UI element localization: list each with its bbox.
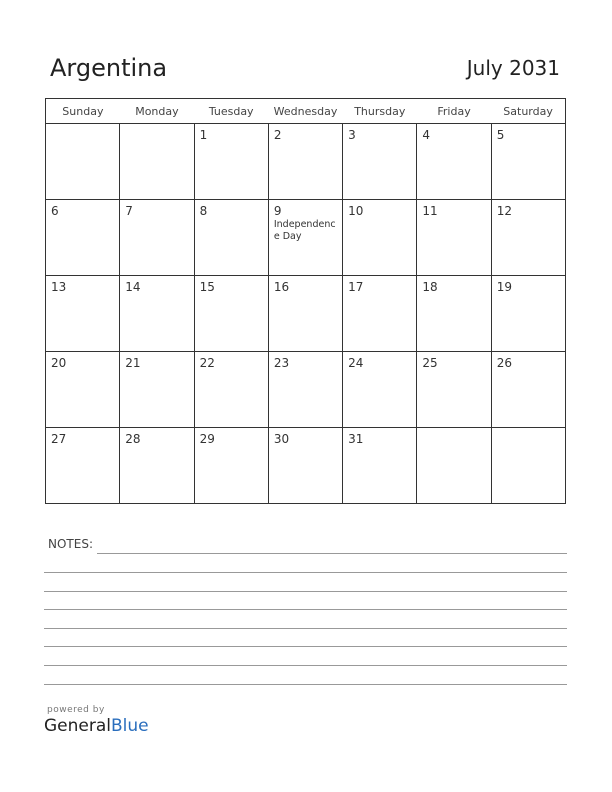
calendar-day-cell [120, 352, 194, 428]
day-number: 15 [199, 280, 215, 294]
day-number: 26 [496, 356, 512, 370]
calendar-day-cell [343, 276, 417, 352]
calendar-day-cell [491, 352, 565, 428]
calendar-day-cell [268, 200, 342, 276]
calendar-day-cell [46, 276, 120, 352]
calendar-day-cell [343, 200, 417, 276]
notes-line [44, 665, 567, 666]
day-number: 17 [348, 280, 364, 294]
notes-line [44, 609, 567, 610]
day-number: 2 [273, 128, 282, 142]
calendar-day-cell [120, 124, 194, 200]
calendar-week-row [46, 428, 566, 504]
calendar-country-title: Argentina [50, 54, 168, 82]
day-number: 7 [125, 204, 133, 218]
calendar-month-year: July 2031 [466, 56, 560, 80]
day-number: 24 [348, 356, 364, 370]
notes-line [44, 628, 567, 629]
notes-line [44, 572, 567, 573]
day-number: 19 [496, 280, 512, 294]
brand-general: General [44, 716, 111, 736]
calendar-day-cell [268, 124, 342, 200]
weekday-header: Thursday [343, 99, 417, 124]
brand-blue: Blue [111, 716, 149, 736]
day-number: 16 [273, 280, 290, 294]
calendar-week-row [46, 352, 566, 428]
day-number: 11 [422, 204, 438, 218]
calendar-day-cell [194, 200, 268, 276]
weekday-header: Tuesday [194, 99, 268, 124]
day-number: 1 [199, 128, 208, 142]
holiday-label: Independence Day [273, 219, 336, 242]
weekday-header: Friday [417, 99, 491, 124]
calendar-day-cell [343, 352, 417, 428]
day-number: 20 [51, 356, 67, 370]
day-number: 10 [348, 204, 364, 218]
weekday-header: Wednesday [268, 99, 342, 124]
calendar-day-cell [417, 276, 491, 352]
calendar-body [46, 124, 566, 504]
weekday-header: Monday [120, 99, 194, 124]
calendar-day-cell [46, 352, 120, 428]
generalblue-logo [44, 716, 149, 736]
calendar-week-row [46, 200, 566, 276]
weekday-header-row [46, 99, 566, 124]
day-number: 29 [199, 432, 215, 446]
calendar-day-cell [417, 352, 491, 428]
calendar-day-cell [120, 276, 194, 352]
calendar-day-cell [46, 124, 120, 200]
notes-line [97, 553, 567, 554]
calendar-day-cell [491, 200, 565, 276]
calendar-day-cell [120, 428, 194, 504]
day-number: 18 [422, 280, 438, 294]
day-number: 21 [125, 356, 141, 370]
calendar-day-cell [120, 200, 194, 276]
calendar-day-cell [491, 276, 565, 352]
day-number: 25 [422, 356, 438, 370]
calendar-day-cell [194, 124, 268, 200]
day-number: 28 [125, 432, 141, 446]
day-number: 13 [51, 280, 67, 294]
day-number: 3 [348, 128, 356, 142]
calendar-day-cell [491, 428, 565, 504]
calendar-day-cell [194, 276, 268, 352]
day-number: 8 [199, 204, 208, 218]
day-number: 12 [496, 204, 512, 218]
day-number: 31 [348, 432, 364, 446]
calendar-day-cell [343, 124, 417, 200]
calendar-day-cell [268, 276, 342, 352]
calendar-day-cell [417, 428, 491, 504]
day-number: 14 [125, 280, 141, 294]
calendar-week-row [46, 276, 566, 352]
day-number: 5 [496, 128, 505, 142]
powered-by-text: powered by [47, 705, 105, 715]
calendar-day-cell [343, 428, 417, 504]
calendar-day-cell [268, 352, 342, 428]
day-number: 4 [422, 128, 431, 142]
calendar-day-cell [417, 124, 491, 200]
notes-line [44, 684, 567, 685]
weekday-header: Saturday [491, 99, 565, 124]
calendar-day-cell [194, 428, 268, 504]
notes-line [44, 646, 567, 647]
calendar-day-cell [417, 200, 491, 276]
calendar-day-cell [194, 352, 268, 428]
calendar-week-row [46, 124, 566, 200]
day-number: 30 [273, 432, 290, 446]
calendar-day-cell [268, 428, 342, 504]
day-number: 9 [273, 204, 282, 218]
notes-line [44, 591, 567, 592]
calendar-day-cell [46, 428, 120, 504]
calendar-day-cell [46, 200, 120, 276]
calendar-grid [45, 98, 566, 504]
notes-label: NOTES: [48, 537, 93, 551]
weekday-header: Sunday [46, 99, 120, 124]
day-number: 6 [51, 204, 59, 218]
calendar-day-cell [491, 124, 565, 200]
day-number: 22 [199, 356, 215, 370]
day-number: 23 [273, 356, 290, 370]
day-number: 27 [51, 432, 67, 446]
